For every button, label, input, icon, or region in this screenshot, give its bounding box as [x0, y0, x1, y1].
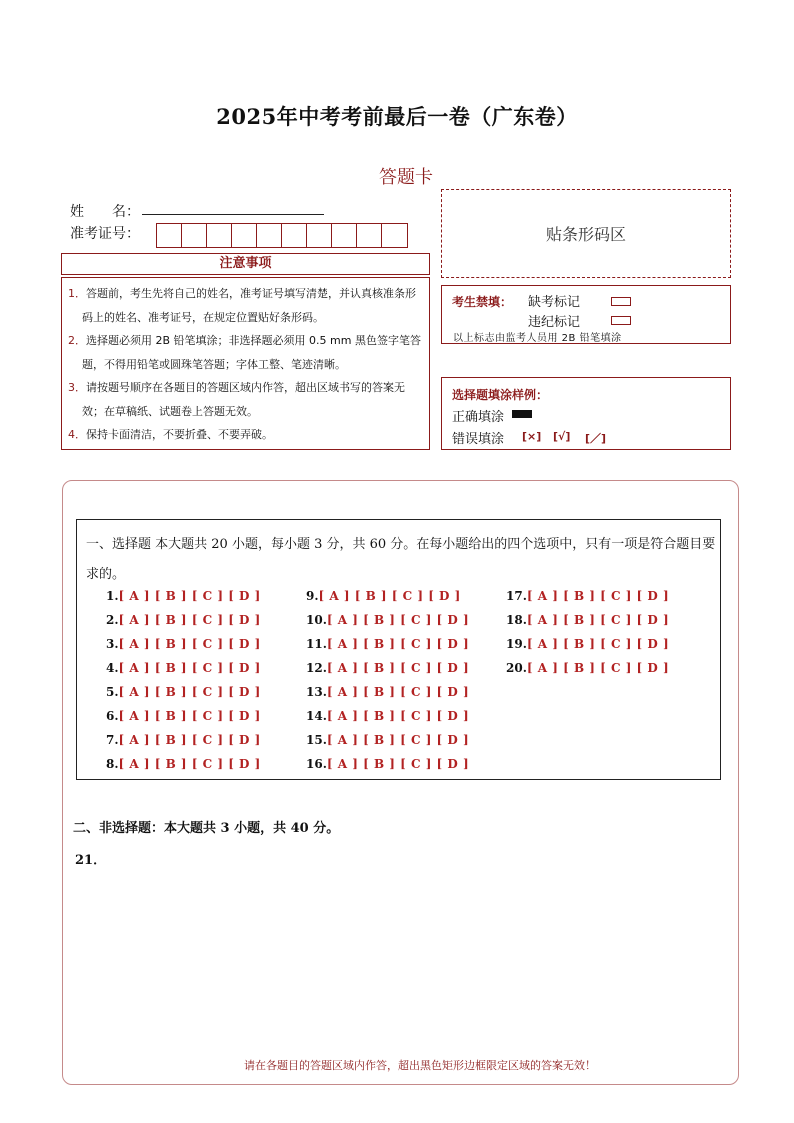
- question-number: 9.: [306, 589, 319, 603]
- answer-options[interactable]: [ A ] [ B ] [ C ] [ D ]: [118, 733, 261, 747]
- choice-question-row[interactable]: [306, 637, 506, 661]
- barcode-area: [441, 189, 731, 278]
- footer-warning: 请在各题目的答题区域内作答，超出黑色矩形边框限定区域的答案无效！: [244, 1059, 596, 1072]
- question-number: 6.: [106, 709, 119, 723]
- question-number: 3.: [106, 637, 119, 651]
- choice-question-row[interactable]: [306, 589, 506, 613]
- forbidden-note: 以上标志由监考人员用 2B 铅笔填涂: [453, 333, 622, 344]
- fill-sample-box: [441, 377, 731, 450]
- notice-item: [68, 423, 425, 447]
- choice-question-row[interactable]: [106, 709, 306, 733]
- exam-id-digit-box[interactable]: [282, 224, 307, 247]
- choice-question-row[interactable]: [106, 757, 306, 781]
- wrong-fill-label: 错误填涂: [452, 432, 505, 447]
- choice-question-row[interactable]: [306, 685, 506, 709]
- notice-number: 3．: [68, 381, 86, 394]
- answer-options[interactable]: [ A ] [ B ] [ C ] [ D ]: [318, 589, 461, 603]
- answer-options[interactable]: [ A ] [ B ] [ C ] [ D ]: [118, 709, 261, 723]
- exam-id-digit-box[interactable]: [207, 224, 232, 247]
- answer-options[interactable]: [ A ] [ B ] [ C ] [ D ]: [326, 757, 470, 771]
- wrong-fill-example: [×]: [522, 430, 542, 443]
- answer-options[interactable]: [ A ] [ B ] [ C ] [ D ]: [118, 757, 261, 771]
- choice-grid: [106, 589, 706, 781]
- answer-options[interactable]: [ A ] [ B ] [ C ] [ D ]: [326, 709, 470, 723]
- absent-mark-label: 缺考标记: [528, 295, 581, 310]
- question-number: 8.: [106, 757, 119, 771]
- question-number: 11.: [306, 637, 327, 651]
- choice-question-row[interactable]: [506, 613, 706, 637]
- question-number: 17.: [506, 589, 527, 603]
- answer-sheet-subtitle: 答题卡: [379, 167, 433, 188]
- forbidden-box: [441, 285, 731, 344]
- question-number: 2.: [106, 613, 119, 627]
- choice-column: [506, 589, 706, 781]
- notice-item: [68, 282, 425, 329]
- answer-options[interactable]: [ A ] [ B ] [ C ] [ D ]: [326, 613, 470, 627]
- notice-text: 答题前，考生先将自己的姓名，准考证号填写清楚，并认真核准条形码上的姓名、准考证号，在规定位置贴好条形码。: [82, 287, 416, 324]
- notice-text: 选择题必须用 2B 铅笔填涂；非选择题必须用 0.5 mm 黑色签字笔答题，不得用铅笔或圆珠笔答题；字体工整、笔迹清晰。: [82, 334, 421, 371]
- notice-item: [68, 329, 425, 376]
- question-number: 18.: [506, 613, 527, 627]
- notice-number: 4．: [68, 428, 86, 441]
- absent-mark-box[interactable]: [611, 297, 631, 306]
- choice-question-row[interactable]: [306, 613, 506, 637]
- answer-options[interactable]: [ A ] [ B ] [ C ] [ D ]: [118, 613, 261, 627]
- choice-question-row[interactable]: [306, 757, 506, 781]
- choice-column: [106, 589, 306, 781]
- choice-question-row[interactable]: [506, 637, 706, 661]
- wrong-fill-example: [√]: [553, 430, 571, 443]
- correct-fill-label: 正确填涂: [452, 410, 505, 425]
- name-label: 姓 名：: [70, 204, 140, 220]
- section2-heading: 二、非选择题：本大题共 3 小题，共 40 分。: [73, 821, 340, 836]
- exam-id-digit-box[interactable]: [232, 224, 257, 247]
- answer-options[interactable]: [ A ] [ B ] [ C ] [ D ]: [118, 685, 261, 699]
- question-number: 1.: [106, 589, 119, 603]
- answer-options[interactable]: [ A ] [ B ] [ C ] [ D ]: [326, 685, 470, 699]
- question-number: 5.: [106, 685, 119, 699]
- choice-question-row[interactable]: [106, 661, 306, 685]
- question-21-label: 21．: [75, 853, 107, 868]
- question-21-answer-area[interactable]: [76, 870, 721, 1050]
- answer-options[interactable]: [ A ] [ B ] [ C ] [ D ]: [326, 733, 470, 747]
- answer-options[interactable]: [ A ] [ B ] [ C ] [ D ]: [326, 637, 470, 651]
- choice-question-row[interactable]: [106, 589, 306, 613]
- notice-number: 2．: [68, 334, 86, 347]
- exam-id-digit-box[interactable]: [182, 224, 207, 247]
- answer-options[interactable]: [ A ] [ B ] [ C ] [ D ]: [526, 637, 670, 651]
- question-number: 13.: [306, 685, 327, 699]
- answer-options[interactable]: [ A ] [ B ] [ C ] [ D ]: [118, 589, 261, 603]
- answer-options[interactable]: [ A ] [ B ] [ C ] [ D ]: [118, 637, 261, 651]
- notice-box: [61, 277, 430, 450]
- barcode-label: 贴条形码区: [545, 225, 626, 244]
- choice-question-row[interactable]: [306, 733, 506, 757]
- notice-item: [68, 376, 425, 423]
- question-number: 14.: [306, 709, 327, 723]
- choice-question-row[interactable]: [506, 589, 706, 613]
- choice-question-row[interactable]: [306, 661, 506, 685]
- answer-options[interactable]: [ A ] [ B ] [ C ] [ D ]: [526, 613, 670, 627]
- choice-question-row[interactable]: [306, 709, 506, 733]
- answer-options[interactable]: [ A ] [ B ] [ C ] [ D ]: [118, 661, 261, 675]
- exam-id-digit-box[interactable]: [257, 224, 282, 247]
- question-number: 12.: [306, 661, 327, 675]
- section1-intro: 一、选择题 本大题共 20 小题，每小题 3 分，共 60 分。在每小题给出的四个选项中，只有一项是符合题目要求的。: [86, 537, 716, 582]
- notice-heading: 注意事项: [61, 253, 430, 275]
- choice-column: [306, 589, 506, 781]
- id-label: 准考证号：: [70, 226, 140, 242]
- choice-question-row[interactable]: [106, 733, 306, 757]
- page-title: 2025年中考考前最后一卷（广东卷）: [216, 104, 578, 129]
- exam-id-digit-box[interactable]: [332, 224, 357, 247]
- question-number: 16.: [306, 757, 327, 771]
- choice-question-row[interactable]: [106, 637, 306, 661]
- exam-id-boxes: [156, 223, 408, 248]
- name-field[interactable]: [142, 214, 324, 215]
- answer-options[interactable]: [ A ] [ B ] [ C ] [ D ]: [326, 661, 470, 675]
- notice-number: 1．: [68, 287, 86, 300]
- choice-question-row[interactable]: [106, 613, 306, 637]
- answer-options[interactable]: [ A ] [ B ] [ C ] [ D ]: [526, 661, 670, 675]
- notice-text: 保持卡面清洁，不要折叠、不要弄破。: [86, 428, 273, 441]
- question-number: 4.: [106, 661, 119, 675]
- exam-id-digit-box[interactable]: [307, 224, 332, 247]
- exam-id-digit-box[interactable]: [382, 224, 407, 247]
- exam-id-digit-box[interactable]: [357, 224, 382, 247]
- question-number: 20.: [506, 661, 527, 675]
- exam-id-digit-box[interactable]: [157, 224, 182, 247]
- sample-label: 选择题填涂样例：: [452, 388, 549, 402]
- violation-mark-box[interactable]: [611, 316, 631, 325]
- answer-options[interactable]: [ A ] [ B ] [ C ] [ D ]: [526, 589, 670, 603]
- question-number: 19.: [506, 637, 527, 651]
- wrong-fill-example: [／]: [585, 432, 607, 445]
- forbidden-label: 考生禁填：: [452, 295, 513, 309]
- violation-mark-label: 违纪标记: [528, 315, 581, 330]
- choice-question-row[interactable]: [106, 685, 306, 709]
- question-number: 7.: [106, 733, 119, 747]
- correct-fill-example: [512, 410, 532, 418]
- question-number: 10.: [306, 613, 327, 627]
- choice-question-row[interactable]: [506, 661, 706, 685]
- question-number: 15.: [306, 733, 327, 747]
- notice-text: 请按题号顺序在各题目的答题区域内作答，超出区域书写的答案无效；在草稿纸、试题卷上答题无效。: [82, 381, 405, 418]
